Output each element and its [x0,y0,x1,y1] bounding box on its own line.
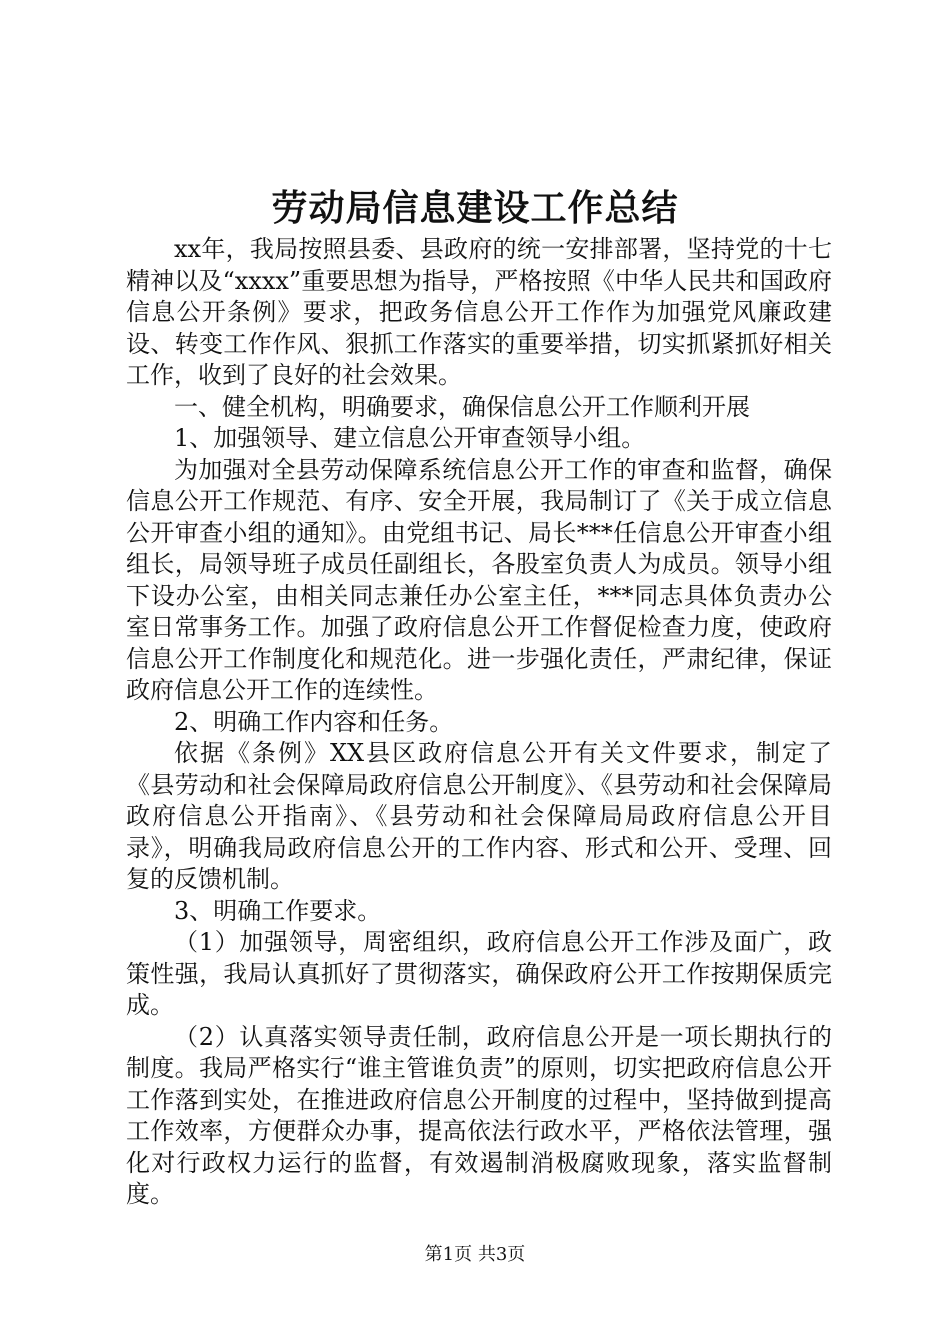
body-paragraph: （2）认真落实领导责任制，政府信息公开是一项长期执行的制度。我局严格实行“谁主管谁负责”的原则，切实把政府信息公开工作落到实处，在推进政府信息公开制度的过程中，坚持做到提高工作效率，方便群众办事，提高依法行政水平，严格依法管理，强化对行政权力运行的监督，有效遏制消极腐败现象，落实监督制度。 [126,1022,832,1208]
section-heading-1: 一、健全机构，明确要求，确保信息公开工作顺利开展 [174,392,750,421]
subsection-heading-3: 3、明确工作要求。 [174,896,382,925]
page-number-footer: 第1页 共3页 [424,1244,526,1265]
subsection-heading-1: 1、加强领导、建立信息公开审查领导小组。 [174,424,646,452]
document-title: 劳动局信息建设工作总结 [271,187,679,229]
document-body [126,234,832,1211]
body-paragraph: 为加强对全县劳动保障系统信息公开工作的审查和监督，确保信息公开工作规范、有序、安全开展，我局制订了《关于成立信息公开审查小组的通知》。由党组书记、局长***任信息公开审查小组组长，局领导班子成员任副组长，各股室负责人为成员。领导小组下设办公室，由相关同志兼任办公室主任，***同志具体负责办公室日常事务工作。加强了政府信息公开工作督促检查力度，使政府信息公开工作制度化和规范化。进一步强化责任，严肃纪律，保证政府信息公开工作的连续性。 [126,455,832,704]
body-paragraph: （1）加强领导，周密组织，政府信息公开工作涉及面广，政策性强，我局认真抓好了贯彻落实，确保政府公开工作按期保质完成。 [126,928,832,1019]
subsection-heading-2: 2、明确工作内容和任务。 [174,707,454,736]
intro-paragraph: xx年，我局按照县委、县政府的统一安排部署，坚持党的十七精神以及“xxxx”重要思想为指导，严格按照《中华人民共和国政府信息公开条例》要求，把政务信息公开工作作为加强党风廉政建设、转变工作作风、狠抓工作落实的重要举措，切实抓紧抓好相关工作，收到了良好的社会效果。 [126,235,832,389]
body-paragraph: 依据《条例》XX县区政府信息公开有关文件要求，制定了《县劳动和社会保障局政府信息公开制度》、《县劳动和社会保障局政府信息公开指南》、《县劳动和社会保障局局政府信息公开目录》，明确我局政府信息公开的工作内容、形式和公开、受理、回复的反馈机制。 [126,739,832,893]
